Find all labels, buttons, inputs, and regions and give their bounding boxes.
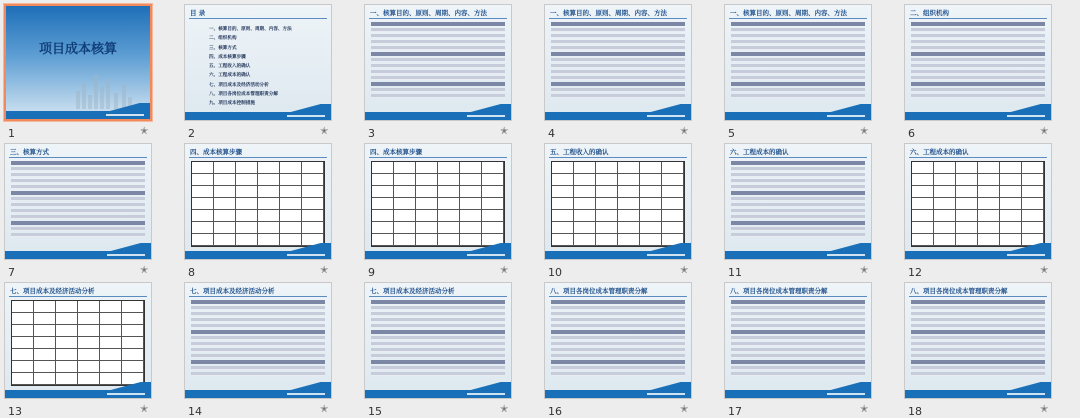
table-body — [371, 161, 505, 247]
text-line — [911, 366, 1045, 370]
slide-title: 四、成本核算步骤 — [370, 148, 422, 156]
toc-item: 四、成本核算步骤 — [209, 54, 246, 60]
section-header-bar — [371, 22, 505, 26]
text-line — [731, 76, 865, 80]
title-underline — [549, 157, 687, 158]
toc-item: 七、项目成本及经济活动分析 — [209, 82, 269, 88]
text-line — [731, 197, 865, 201]
section-header-bar — [551, 22, 685, 26]
slide-thumbnail[interactable] — [904, 4, 1052, 121]
slide-title: 七、项目成本及经济活动分析 — [370, 287, 455, 295]
slide-number: 1 — [8, 127, 15, 140]
text-line — [551, 318, 685, 322]
text-line — [371, 306, 505, 310]
slide-title: 五、工程收入的确认 — [550, 148, 609, 156]
slide-footer-bar — [365, 251, 511, 259]
slide-title: 七、项目成本及经济活动分析 — [190, 287, 275, 295]
slide-cell — [722, 139, 894, 278]
text-body — [371, 300, 505, 386]
title-underline — [369, 18, 507, 19]
slide-cell — [2, 278, 174, 417]
slide-footer-bar — [725, 251, 871, 259]
slide-footer-bar — [725, 112, 871, 120]
text-line — [911, 348, 1045, 352]
text-line — [911, 312, 1045, 316]
toc-item: 三、核算方式 — [209, 45, 237, 51]
slide-thumbnail[interactable] — [904, 282, 1052, 399]
section-header-bar — [731, 191, 865, 195]
text-line — [731, 185, 865, 189]
slide-title: 一、核算目的、原则、周期、内容、方法 — [730, 9, 847, 17]
text-line — [551, 336, 685, 340]
toc-item: 六、工程成本的确认 — [209, 73, 251, 79]
text-line — [731, 354, 865, 358]
slide-footer-bar — [545, 112, 691, 120]
star-icon[interactable]: ✭ — [860, 265, 869, 276]
section-header-bar — [191, 360, 325, 364]
slide-thumbnail[interactable] — [544, 143, 692, 260]
text-line — [911, 342, 1045, 346]
text-line — [911, 28, 1045, 32]
toc-item: 一、核算目的、原则、周期、内容、方法 — [209, 27, 292, 32]
text-body — [371, 22, 505, 108]
section-header-bar — [11, 221, 145, 225]
text-line — [191, 324, 325, 328]
table-body — [11, 300, 145, 386]
text-line — [911, 94, 1045, 98]
content-table — [551, 161, 685, 247]
text-line — [731, 203, 865, 207]
text-line — [551, 372, 685, 376]
text-line — [11, 227, 145, 231]
title-underline — [189, 157, 327, 158]
slide-footer-bar — [905, 112, 1051, 120]
slide-cell — [2, 0, 174, 139]
text-line — [731, 46, 865, 50]
content-table — [11, 300, 145, 386]
slide-number: 6 — [908, 127, 915, 140]
text-line — [191, 318, 325, 322]
slide-cell — [362, 139, 534, 278]
section-header-bar — [551, 52, 685, 56]
section-header-bar — [371, 360, 505, 364]
slide-cell — [2, 139, 174, 278]
title-underline — [369, 157, 507, 158]
text-line — [911, 354, 1045, 358]
text-body — [911, 300, 1045, 386]
text-line — [191, 348, 325, 352]
text-line — [731, 227, 865, 231]
slide-title: 二、组织机构 — [910, 9, 949, 17]
slide-thumbnail[interactable] — [904, 143, 1052, 260]
title-underline — [729, 157, 867, 158]
slide-thumbnail[interactable] — [544, 282, 692, 399]
slide-thumbnail[interactable] — [364, 4, 512, 121]
text-line — [911, 40, 1045, 44]
title-underline — [9, 157, 147, 158]
toc-item: 八、项目各岗位成本管理职责分解 — [209, 92, 278, 98]
text-line — [371, 342, 505, 346]
slide-cell — [902, 0, 1074, 139]
slide-footer-bar — [905, 251, 1051, 259]
text-line — [371, 40, 505, 44]
text-line — [371, 58, 505, 62]
text-line — [551, 76, 685, 80]
slide-thumbnail[interactable] — [544, 4, 692, 121]
slide-title: 四、成本核算步骤 — [190, 148, 242, 156]
text-line — [911, 324, 1045, 328]
section-header-bar — [731, 52, 865, 56]
slide-footer-bar — [185, 112, 331, 120]
table-body — [551, 161, 685, 247]
section-header-bar — [551, 300, 685, 304]
slide-footer-bar — [185, 251, 331, 259]
text-body — [731, 22, 865, 108]
star-icon[interactable]: ✭ — [1040, 126, 1049, 137]
text-line — [731, 312, 865, 316]
text-line — [911, 336, 1045, 340]
text-line — [551, 312, 685, 316]
slide-thumbnail[interactable] — [184, 143, 332, 260]
content-table — [191, 161, 325, 247]
section-header-bar — [371, 82, 505, 86]
text-line — [371, 28, 505, 32]
section-header-bar — [731, 22, 865, 26]
text-line — [911, 70, 1045, 74]
star-icon[interactable]: ✭ — [140, 265, 149, 276]
text-line — [731, 342, 865, 346]
content-table — [371, 161, 505, 247]
section-header-bar — [911, 82, 1045, 86]
slide-thumbnail[interactable] — [184, 282, 332, 399]
slide-cell — [182, 0, 354, 139]
text-line — [731, 348, 865, 352]
slide-cell — [542, 139, 714, 278]
section-header-bar — [11, 161, 145, 165]
content-table — [911, 161, 1045, 247]
star-icon[interactable]: ✭ — [860, 126, 869, 137]
text-line — [371, 88, 505, 92]
text-line — [371, 324, 505, 328]
text-body — [911, 22, 1045, 108]
section-header-bar — [731, 161, 865, 165]
text-line — [551, 366, 685, 370]
text-body — [191, 300, 325, 386]
slide-number: 18 — [908, 405, 922, 418]
slide-title: 目 录 — [190, 9, 206, 17]
star-icon[interactable]: ✭ — [1040, 265, 1049, 276]
text-line — [191, 372, 325, 376]
text-line — [731, 64, 865, 68]
slide-number: 4 — [548, 127, 555, 140]
slide-number: 8 — [188, 266, 195, 279]
text-line — [11, 203, 145, 207]
table-body — [911, 161, 1045, 247]
slide-title: 一、核算目的、原则、周期、内容、方法 — [370, 9, 487, 17]
text-line — [11, 173, 145, 177]
slide-footer-bar — [365, 390, 511, 398]
slide-cell — [722, 0, 894, 139]
title-underline — [9, 296, 147, 297]
text-line — [731, 336, 865, 340]
text-line — [911, 88, 1045, 92]
text-line — [191, 306, 325, 310]
text-body — [731, 300, 865, 386]
text-line — [371, 94, 505, 98]
slide-number: 17 — [728, 405, 742, 418]
text-line — [191, 312, 325, 316]
slide-footer-bar — [725, 390, 871, 398]
slide-thumbnail[interactable] — [724, 282, 872, 399]
title-underline — [909, 18, 1047, 19]
slide-thumbnail[interactable] — [184, 4, 332, 121]
title-underline — [909, 157, 1047, 158]
star-icon[interactable]: ✭ — [320, 404, 329, 415]
slide-number: 16 — [548, 405, 562, 418]
slide-footer-bar — [545, 251, 691, 259]
slide-title: 八、项目各岗位成本管理职责分解 — [550, 287, 648, 295]
text-line — [551, 28, 685, 32]
slide-thumbnail[interactable] — [4, 143, 152, 260]
text-line — [731, 179, 865, 183]
text-line — [551, 70, 685, 74]
text-line — [371, 336, 505, 340]
section-header-bar — [911, 52, 1045, 56]
slide-thumbnail[interactable] — [724, 4, 872, 121]
text-line — [731, 306, 865, 310]
text-line — [11, 167, 145, 171]
title-underline — [729, 296, 867, 297]
title-underline — [369, 296, 507, 297]
slide-number: 11 — [728, 266, 742, 279]
text-line — [731, 366, 865, 370]
cover-title: 项目成本核算 — [38, 42, 117, 57]
section-header-bar — [551, 360, 685, 364]
text-line — [731, 167, 865, 171]
slide-thumbnail[interactable] — [364, 282, 512, 399]
slide-thumbnail[interactable] — [364, 143, 512, 260]
text-line — [371, 76, 505, 80]
text-line — [731, 28, 865, 32]
text-line — [731, 40, 865, 44]
section-header-bar — [731, 82, 865, 86]
text-line — [731, 88, 865, 92]
toc-item: 五、工程收入的确认 — [209, 64, 251, 70]
text-line — [731, 94, 865, 98]
text-line — [551, 306, 685, 310]
text-line — [731, 215, 865, 219]
text-body — [11, 161, 145, 247]
star-icon[interactable]: ✭ — [680, 404, 689, 415]
text-line — [551, 58, 685, 62]
section-header-bar — [551, 82, 685, 86]
text-line — [731, 173, 865, 177]
slide-title: 一、核算目的、原则、周期、内容、方法 — [550, 9, 667, 17]
section-header-bar — [191, 300, 325, 304]
section-header-bar — [551, 330, 685, 334]
section-header-bar — [371, 300, 505, 304]
toc-list — [209, 25, 292, 109]
slide-title: 八、项目各岗位成本管理职责分解 — [910, 287, 1008, 295]
slide-footer-bar — [5, 390, 151, 398]
section-header-bar — [731, 221, 865, 225]
slide-number: 5 — [728, 127, 735, 140]
text-line — [11, 179, 145, 183]
text-line — [551, 348, 685, 352]
text-line — [731, 233, 865, 237]
text-line — [11, 215, 145, 219]
section-header-bar — [731, 330, 865, 334]
slide-cell — [722, 278, 894, 417]
slide-cell — [542, 278, 714, 417]
star-icon[interactable]: ✭ — [140, 126, 149, 137]
text-line — [911, 318, 1045, 322]
slide-cell — [362, 278, 534, 417]
title-underline — [549, 18, 687, 19]
star-icon[interactable]: ✭ — [320, 265, 329, 276]
slide-cell — [902, 278, 1074, 417]
text-line — [551, 354, 685, 358]
slide-footer-bar — [6, 111, 150, 119]
star-icon[interactable]: ✭ — [500, 404, 509, 415]
text-line — [731, 372, 865, 376]
text-line — [911, 46, 1045, 50]
text-line — [371, 366, 505, 370]
slide-footer-bar — [185, 390, 331, 398]
slide-title: 八、项目各岗位成本管理职责分解 — [730, 287, 828, 295]
title-underline — [909, 296, 1047, 297]
text-line — [911, 372, 1045, 376]
text-line — [911, 58, 1045, 62]
text-line — [191, 336, 325, 340]
title-underline — [189, 296, 327, 297]
title-underline — [549, 296, 687, 297]
section-header-bar — [371, 330, 505, 334]
text-line — [11, 197, 145, 201]
section-header-bar — [911, 22, 1045, 26]
text-line — [731, 34, 865, 38]
slide-number: 15 — [368, 405, 382, 418]
slide-cell — [902, 139, 1074, 278]
slide-footer-bar — [545, 390, 691, 398]
slide-cell — [362, 0, 534, 139]
slide-cell — [182, 139, 354, 278]
section-header-bar — [731, 360, 865, 364]
text-line — [551, 64, 685, 68]
text-line — [731, 318, 865, 322]
slide-title: 六、工程成本的确认 — [910, 148, 969, 156]
text-line — [191, 354, 325, 358]
text-line — [911, 34, 1045, 38]
text-line — [911, 306, 1045, 310]
slide-footer-bar — [905, 390, 1051, 398]
slide-thumbnail[interactable] — [4, 4, 152, 121]
toc-item: 九、项目成本控制措施 — [209, 101, 255, 107]
text-body — [551, 22, 685, 108]
slide-number: 12 — [908, 266, 922, 279]
section-header-bar — [911, 330, 1045, 334]
text-line — [731, 58, 865, 62]
title-underline — [729, 18, 867, 19]
slide-number: 13 — [8, 405, 22, 418]
text-body — [731, 161, 865, 247]
slide-title: 三、核算方式 — [10, 148, 49, 156]
slide-number: 3 — [368, 127, 375, 140]
section-header-bar — [731, 300, 865, 304]
slide-thumbnail[interactable] — [4, 282, 152, 399]
text-line — [191, 366, 325, 370]
text-line — [731, 70, 865, 74]
text-line — [371, 318, 505, 322]
text-line — [551, 342, 685, 346]
star-icon[interactable]: ✭ — [500, 126, 509, 137]
toc-item: 二、组织机构 — [209, 36, 237, 42]
text-line — [551, 40, 685, 44]
slide-number: 7 — [8, 266, 15, 279]
slide-footer-bar — [5, 251, 151, 259]
slide-number: 9 — [368, 266, 375, 279]
text-line — [551, 324, 685, 328]
text-line — [371, 70, 505, 74]
text-line — [731, 209, 865, 213]
text-line — [191, 342, 325, 346]
slide-number: 2 — [188, 127, 195, 140]
table-body — [191, 161, 325, 247]
text-line — [371, 354, 505, 358]
slide-number: 10 — [548, 266, 562, 279]
section-header-bar — [371, 52, 505, 56]
text-line — [371, 64, 505, 68]
star-icon[interactable]: ✭ — [500, 265, 509, 276]
text-line — [551, 88, 685, 92]
text-line — [551, 94, 685, 98]
text-line — [11, 185, 145, 189]
text-line — [11, 209, 145, 213]
text-line — [371, 372, 505, 376]
slide-cell — [542, 0, 714, 139]
text-line — [551, 46, 685, 50]
text-line — [371, 312, 505, 316]
section-header-bar — [11, 191, 145, 195]
slide-footer-bar — [365, 112, 511, 120]
text-line — [911, 64, 1045, 68]
star-icon[interactable]: ✭ — [140, 404, 149, 415]
text-line — [911, 76, 1045, 80]
title-underline — [189, 18, 327, 19]
star-icon[interactable]: ✭ — [320, 126, 329, 137]
section-header-bar — [191, 330, 325, 334]
text-line — [11, 233, 145, 237]
text-line — [371, 46, 505, 50]
slide-cell — [182, 278, 354, 417]
slide-title: 六、工程成本的确认 — [730, 148, 789, 156]
text-line — [551, 34, 685, 38]
star-icon[interactable]: ✭ — [680, 126, 689, 137]
slide-title: 七、项目成本及经济活动分析 — [10, 287, 95, 295]
text-body — [551, 300, 685, 386]
star-icon[interactable]: ✭ — [860, 404, 869, 415]
section-header-bar — [911, 300, 1045, 304]
text-line — [371, 348, 505, 352]
slide-thumbnail[interactable] — [724, 143, 872, 260]
slide-number: 14 — [188, 405, 202, 418]
star-icon[interactable]: ✭ — [680, 265, 689, 276]
star-icon[interactable]: ✭ — [1040, 404, 1049, 415]
section-header-bar — [911, 360, 1045, 364]
text-line — [731, 324, 865, 328]
text-line — [371, 34, 505, 38]
